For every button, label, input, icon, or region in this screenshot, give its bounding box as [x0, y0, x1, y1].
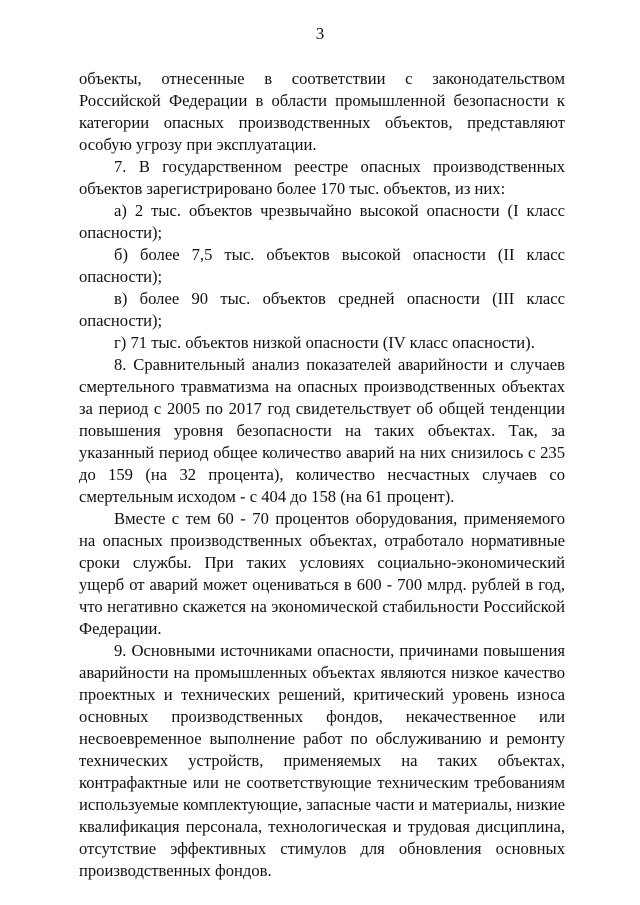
paragraph-item-7: 7. В государственном реестре опасных производственных объектов зарегистрировано более 170 тыс. объектов, из них:	[79, 157, 565, 198]
paragraph-item-8-continued: Вместе с тем 60 - 70 процентов оборудования, применяемого на опасных производственных объектах, отработало нормативные сроки службы. При таких условиях социально-экономический ущерб от аварий может оцениваться в 600 - 700 млрд. рублей в год, что негативно скажется на экономической стабильности Российской Федерации.	[79, 509, 565, 638]
document-body	[79, 68, 565, 882]
paragraph-continuation: объекты, отнесенные в соответствии с законодательством Российской Федерации в области промышленной безопасности к категории опасных производственных объектов, представляют особую угрозу при эксплуатации.	[79, 69, 565, 154]
list-item-7a: а) 2 тыс. объектов чрезвычайно высокой опасности (I класс опасности);	[79, 201, 565, 242]
paragraph-item-8: 8. Сравнительный анализ показателей аварийности и случаев смертельного травматизма на опасных производственных объектах за период с 2005 по 2017 год свидетельствует об общей тенденции повышения уровня безопасности на таких объектах. Так, за указанный период общее количество аварий на них снизилось с 235 до 159 (на 32 процента), количество несчастных случаев со смертельным исходом - с 404 до 158 (на 61 процент).	[79, 355, 565, 506]
list-item-7d: г) 71 тыс. объектов низкой опасности (IV класс опасности).	[114, 333, 535, 352]
paragraph-item-9: 9. Основными источниками опасности, причинами повышения аварийности на промышленных объектах являются низкое качество проектных и технических решений, критический уровень износа основных производственных фондов, некачественное или несвоевременное выполнение работ по обслуживанию и ремонту технических устройств, применяемых на таких объектах, контрафактные или не соответствующие техническим требованиям используемые комплектующие, запасные части и материалы, низкие квалификация персонала, технологическая и трудовая дисциплина, отсутствие эффективных стимулов для обновления основных производственных фондов.	[79, 641, 565, 880]
page-number: 3	[315, 24, 325, 43]
list-item-7b: б) более 7,5 тыс. объектов высокой опасности (II класс опасности);	[79, 245, 565, 286]
list-item-7c: в) более 90 тыс. объектов средней опасности (III класс опасности);	[79, 289, 565, 330]
